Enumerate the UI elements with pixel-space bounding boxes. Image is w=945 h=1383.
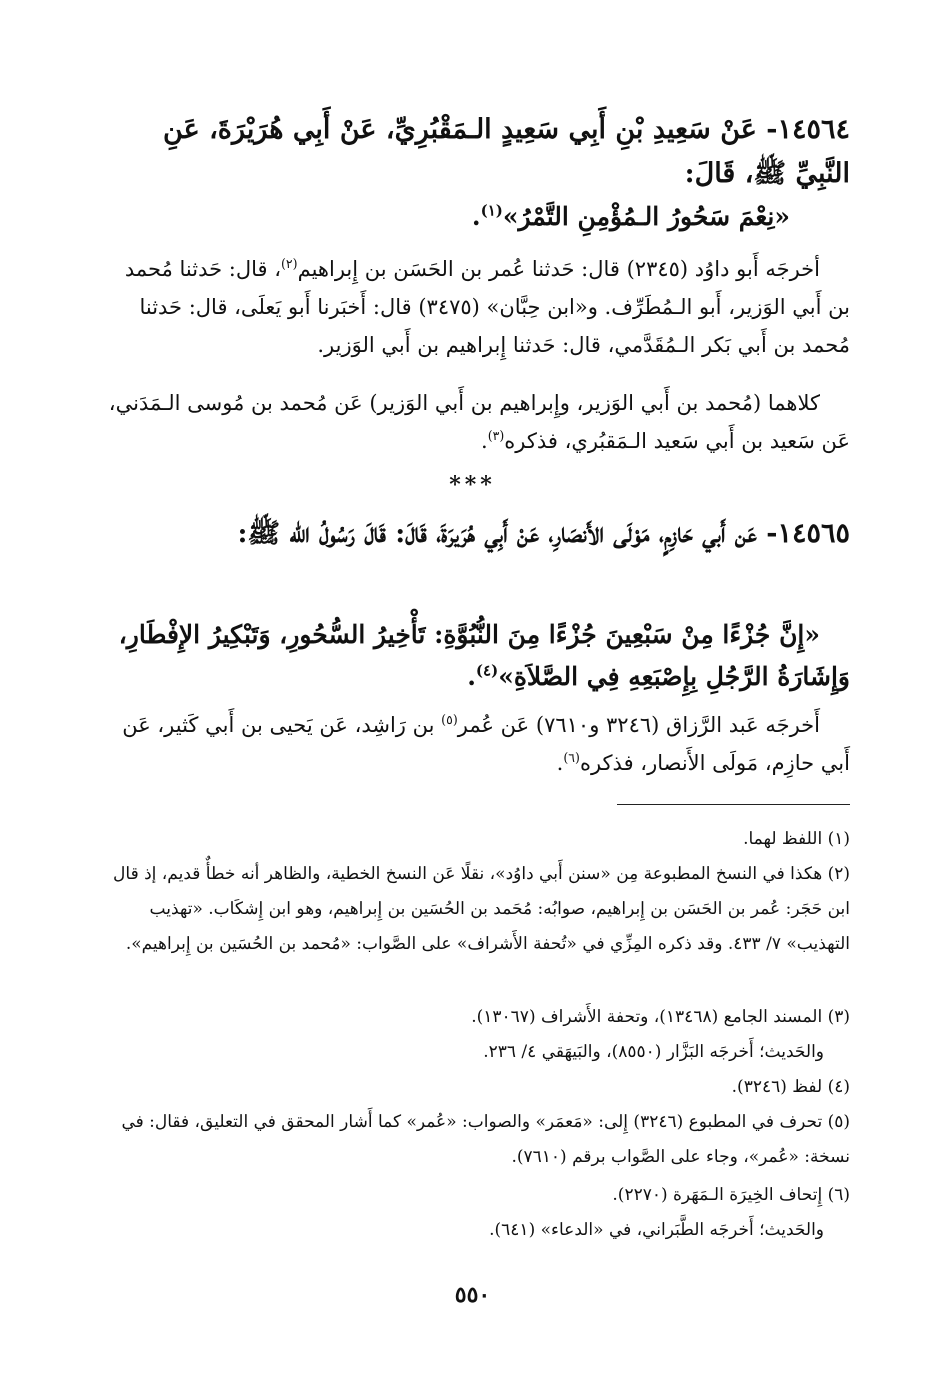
matn-text: «نِعْمَ سَحُورُ الـمُؤْمِنِ التَّمْرُ»	[502, 202, 790, 231]
hadith-14564-matn: «نِعْمَ سَحُورُ الـمُؤْمِنِ التَّمْرُ»$^{(١)}$.	[471, 201, 790, 231]
hadith-14565-takhrij: أَخرجَه عَبد الرَّزاق (٣٢٤٦ و٧٦١٠) عَن عُمر$^{(٥)}$ بن رَاشِد، عَن يَحيى بن أَبي كَثير، عَن أَبي حازِم، مَولَى الأَنصار، فذكره$^{(٦)}$.	[122, 712, 850, 775]
hadith-number: ١٤٥٦٤	[777, 114, 850, 145]
takhrij-text-continued: بن رَاشِد، عَن يَحيى بن أَبي كَثير، عَن أَبي حازِم، مَولَى الأَنصار، فذكره	[122, 713, 850, 775]
footnote-3: (٣) المسند الجامع (١٣٤٦٨)، وتحفة الأَشراف (١٣٠٦٧).	[471, 1007, 850, 1027]
footnote-ref-6: (٦)	[563, 750, 580, 765]
footnote-ref-4: (٤)	[475, 661, 499, 680]
isnad-text: - عَن أَبي حَازِمٍ، مَوْلَى الأَنصَارِ، عَنْ أَبِي هُرَيرَةَ، قَالَ: قَالَ رَسُولُ الله ﷺ:	[237, 518, 778, 549]
footnote-5: (٥) تحرف في المطبوع (٣٢٤٦) إِلى: «مَعمَر» والصواب: «عُمر» كما أَشار المحقق في التعليق، فقال: في نسخة: «عُمر»، وجاء على الصَّواب برقم (٧٦١٠).	[121, 1112, 850, 1167]
hadith-number: ١٤٥٦٥	[777, 518, 850, 549]
matn-text: «إِنَّ جُزْءًا مِنْ سَبْعِينَ جُزْءًا مِنَ النُّبُوَّةِ: تَأْخِيرُ السُّحُورِ، وَتَبْكِيرُ الإِفْطَارِ، وَإِشَارَةُ الرَّجُلِ بِإِصْبَعِهِ فِي الصَّلاَةِ»	[118, 620, 850, 691]
footnote-1: (١) اللفظ لهما.	[743, 829, 850, 849]
section-separator: ***	[449, 472, 496, 498]
takhrij-text-continued: ، قال: حَدثنا مُحمد بن أَبي الوَزير، أَبو الـمُطَرِّف. و«ابن حِبَّان» (٣٤٧٥) قال: أَخبَرنا أَبو يَعلَى، قال: حَدثنا مُحمد بن أَبي بَكر الـمُقَدَّمي، قال: حَدثنا إِبراهيم بن أَبي الوَزير.	[124, 257, 850, 357]
footnote-ref-5: (٥)	[441, 712, 458, 727]
takhrij-text: أخرجَه أَبو داوُد (٢٣٤٥) قال: حَدثنا عُمر بن الحَسَن بن إِبراهيم	[297, 257, 820, 281]
hadith-14564-takhrij-2: كلاهما (مُحمد بن أَبي الوَزير، وإِبراهيم بن أَبي الوَزير) عَن مُحمد بن مُوسى الـمَدَني، عَن سَعيد بن أَبي سَعيد الـمَقبُري، فذكره$^{(٣)}$.	[108, 391, 850, 453]
footnote-4: (٤) لفظ (٣٢٤٦).	[731, 1077, 850, 1097]
hadith-14565-matn: «إِنَّ جُزْءًا مِنْ سَبْعِينَ جُزْءًا مِنَ النُّبُوَّةِ: تَأْخِيرُ السُّحُورِ، وَتَبْكِيرُ الإِفْطَارِ، وَإِشَارَةُ الرَّجُلِ بِإِصْبَعِهِ فِي الصَّلاَةِ»$^{(٤)}$.	[118, 620, 850, 691]
footnote-divider	[617, 804, 850, 805]
footnote-2: (٢) هكذا في النسخ المطبوعة مِن «سنن أَبي داوُد»، نقلًا عَن النسخ الخطية، والظاهر أنه خطأٌ قديم، إذ قال ابن حَجَر: عُمر بن الحَسَن بن إِبراهيم، صوابُه: مُحَمد بن الحُسَين بن إِبراهيم، وهو ابن إِشكَاب. «تهذيب التهذيب» ٧/ ٤٣٣. وقد ذكره المِزِّي في «تُحفة الأَشراف» على الصَّواب: «مُحمد بن الحُسَين بن إِبراهيم».	[113, 864, 850, 954]
footnote-ref-1: (١)	[480, 201, 503, 220]
footnote-3-continued: والحَديث؛ أَخرجَه البَزَّار (٨٥٥٠)، والبَيهَقي ٤/ ٢٣٦.	[483, 1042, 824, 1062]
footnote-ref-3: (٣)	[487, 428, 505, 443]
hadith-14565-isnad	[105, 512, 850, 556]
isnad-text: - عَنْ سَعِيدِ بْنِ أَبِي سَعِيدٍ الـمَقْبُرِيِّ، عَنْ أَبِي هُرَيْرَةَ، عَنِ النَّبِيِّ ﷺ، قَالَ:	[163, 114, 850, 189]
page-number: ٥٥٠	[454, 1282, 491, 1308]
takhrij-text: كلاهما (مُحمد بن أَبي الوَزير، وإِبراهيم بن أَبي الوَزير) عَن مُحمد بن مُوسى الـمَدَني، عَن سَعيد بن أَبي سَعيد الـمَقبُري، فذكره	[108, 391, 850, 453]
takhrij-text: أَخرجَه عَبد الرَّزاق (٣٢٤٦ و٧٦١٠) عَن عُمر	[457, 713, 820, 737]
footnote-6: (٦) إِتحاف الخِيرَة الـمَهَرة (٢٢٧٠).	[612, 1185, 850, 1205]
footnote-ref-2: (٢)	[280, 256, 298, 271]
hadith-14564-takhrij	[105, 250, 850, 364]
hadith-14564-isnad	[105, 108, 850, 196]
footnote-6-continued: والحَديث؛ أَخرجَه الطَّبَراني، في «الدعاء» (٦٤١).	[489, 1220, 824, 1240]
